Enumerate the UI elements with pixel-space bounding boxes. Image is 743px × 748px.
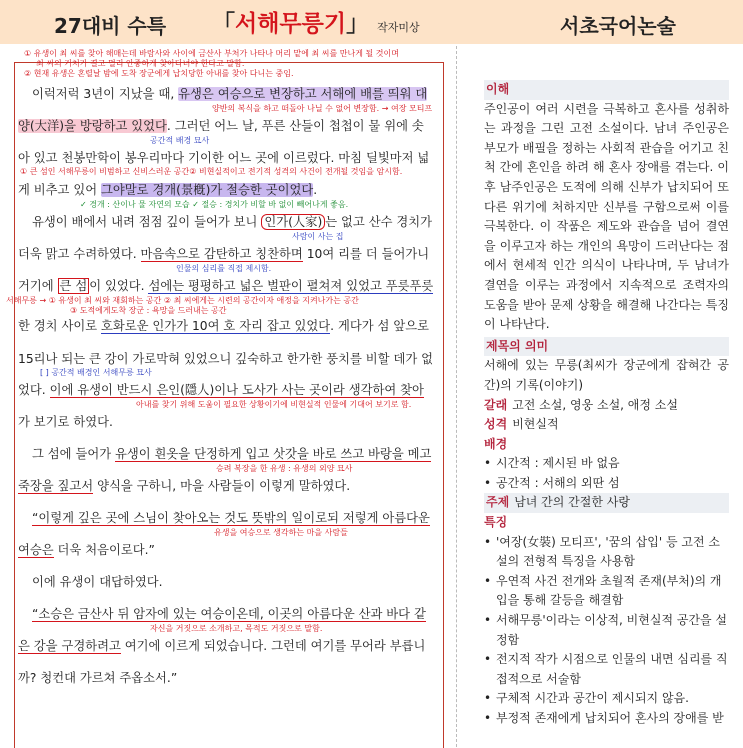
list-item: • 공간적 : 서해의 외딴 섬: [484, 474, 729, 494]
passage-line: 이에 유생이 대답하였다.: [32, 575, 163, 589]
annotation: 공간적 배경 묘사: [150, 136, 210, 145]
passage-line: 15리나 되는 큰 강이 가로막혀 있었으니 깊숙하고 한가한 풍치를 비할 데가 없: [18, 352, 434, 366]
feature-heading: 특징: [484, 515, 508, 530]
list-item: • 전지적 작가 시점으로 인물의 내면 심리를 직접적으로 서술함: [484, 650, 729, 689]
passage-line: 었다. 이에 유생이 반드시 은인(隱人)이나 도사가 사는 곳이라 생각하여 찾아: [18, 383, 424, 397]
annotation: [ ] 공간적 배경인 서해무릉 묘사: [40, 368, 152, 377]
passage-line: 유생이 배에서 내려 점점 깊이 들어가 보니 인가(人家) 는 없고 산수 경치가: [32, 215, 433, 229]
feature-list: [484, 533, 729, 729]
passage-column: [0, 46, 456, 747]
passage-line: 여승은 더욱 처음이로다.”: [18, 543, 155, 557]
list-item: • 시간적 : 제시된 바 없음: [484, 454, 729, 474]
background-list: [484, 454, 729, 493]
annotation: ③ 도적에게도착 장군 : 욕망을 드러내는 공간: [70, 306, 227, 315]
passage-line: “이렇게 깊은 곳에 스님이 찾아오는 것도 뜻밖의 일이로되 저렇게 아름다운: [32, 511, 430, 525]
list-item: • 서해무릉'이라는 이상적, 비현실적 공간을 설정함: [484, 611, 729, 650]
passage-line: 아 있고 천봉만학이 봉우리마다 기이한 어느 곳에 이르렀다. 마침 딜빛마저 넓: [18, 151, 430, 165]
annotation: 사람이 사는 집: [292, 232, 344, 241]
list-item: • 우연적 사건 전개와 초월적 존재(부처)의 개입을 통해 갈등을 해결함: [484, 572, 729, 611]
annotation: ① 큰 섬인 서해무릉이 비범하고 신비스러운 공간② 비현실적이고 전기적 성격의 사건이 전개될 것임을 암시함.: [20, 167, 403, 176]
annotation: ② 현재 유생은 혼렬날 밤에 도착 장군에게 납치당한 아내를 찾아 다니는 중임.: [24, 69, 294, 78]
passage-line: 한 경치 사이로 호화로운 인가가 10여 호 자리 잡고 있었다. 게다가 섬 앞으로: [18, 319, 429, 333]
genre-row: 갈래 고전 소설, 영웅 소설, 애정 소설: [484, 397, 678, 412]
passage-line: 죽장을 짚고서 양식을 구하니, 마을 사람들이 이렇게 말하였다.: [18, 479, 351, 493]
title-meaning-text: 서해에 있는 무릉(최씨가 장군에게 잡혀간 공간)의 기록(이야기): [484, 358, 729, 392]
annotation: 인물의 심리를 직접 제시함.: [176, 264, 272, 273]
list-item: • '여장(女裝) 모티프', '꿈의 삽입' 등 고전 소설의 전형적 특징을 사용함: [484, 533, 729, 572]
passage-line: “소승은 금산사 뒤 암자에 있는 여승이온데, 이곳의 아름다운 산과 바다 같: [32, 607, 426, 621]
annotation: 자신을 거짓으로 소개하고, 목적도 거짓으로 말함.: [150, 624, 323, 633]
column-divider: [456, 46, 457, 747]
work-title-text: 서해무릉기: [235, 11, 347, 37]
annotation: 승려 복장을 한 유생 : 유생의 외양 묘사: [216, 464, 353, 473]
header-bar: [0, 0, 743, 44]
passage-line: 그 섬에 들어가 유생이 흰옷을 단정하게 입고 삿갓을 바로 쓰고 바랑을 메고: [32, 447, 432, 461]
passage-line: 은 강을 구경하려고 여기에 이르게 되었습니다. 그런데 여기를 무어라 부릅니: [18, 639, 426, 653]
passage-line: 양(大洋)을 방랑하고 있었다. 그러던 어느 날, 푸른 산들이 첩첩이 물 위에 솟: [18, 119, 424, 133]
ihae-text: 주인공이 여러 시련을 극복하고 혼사를 성취하는 과정을 그린 고전 소설이다. 남녀 주인공은 부모가 배필을 정하는 사회적 관습을 어기고 친척 간에 혼인을 하려 해 혼사 장애를 겪는다. 이후 남주인공은 도적에 의해 신부가 납치되어 또 다른 위기에 처하지만 신부를 구함으로써 이를 극복한다. 이 작품은 제도와 관습을 넘어 결연을 이루고자 하는 개인의 욕망이 드러난다는 점에서 현세적 인간 의식이 나타나며, 두 남녀가 결연을 이루는 과정에서 지속적으로 조력자의 도움을 받아 문제 상황을 해결해 나간다는 특징이 나타난다.: [484, 101, 729, 332]
academy-label: 서초국어논술: [560, 14, 676, 38]
annotation: ① 유생이 최 씨를 찾아 해매는데 바람사와 사이에 금산사 부처가 나타나 머리 맡에 최 씨를 만나게 될 것이며: [24, 49, 399, 58]
author-label: 작자미상: [377, 21, 420, 34]
book-label: 27대비 수특: [54, 14, 167, 38]
list-item: • 부정적 존재에게 납치되어 혼사의 장애를 받: [484, 709, 729, 729]
passage-line: 까? 청컨대 가르쳐 주옵소서.”: [18, 671, 178, 685]
passage-line: 게 비추고 있어 그야말로 경개(景槪)가 절승한 곳이었다.: [18, 183, 318, 197]
passage-line: 이럭저럭 3년이 지났을 때, 유생은 여승으로 변장하고 서해에 배를 띄워 대: [32, 87, 428, 101]
theme-row: 주제 남녀 간의 간절한 사랑: [484, 493, 729, 513]
nature-row: 성격 비현실적: [484, 417, 559, 432]
annotation: ✓ 경개 : 산이나 물 자연의 모습 ✓ 절승 : 경치가 비할 바 없이 빼어나게 좋음.: [80, 200, 349, 209]
background-heading: 배경: [484, 436, 508, 451]
passage-line: 가 보기로 하였다.: [18, 415, 113, 429]
annotation: 최 씨의 거처가 결고 멀리 안중하게 찾아다녀야 한다고 말함.: [36, 59, 245, 68]
annotation: 아내를 찾기 위해 도움이 필요한 상황이기에 비현실적 인물에 기대어 보기로 함.: [136, 400, 412, 409]
annotation: 유생을 여승으로 생각하는 마을 사람들: [214, 528, 348, 537]
work-title: 「서해무릉기」 작자미상: [212, 11, 420, 37]
section-heading-title: 제목의 의미: [484, 337, 729, 357]
section-heading-ihae: 이해: [484, 80, 729, 100]
analysis-column: [484, 78, 729, 729]
annotation: 서해무릉 → ① 유생이 최 씨와 재회하는 공간 ② 최 씨에게는 시련의 공간이자 애정을 지켜나가는 공간: [6, 296, 359, 305]
passage-line: 더욱 맑고 수려하였다. 마음속으로 감탄하고 칭찬하며 10여 리를 더 들어가니: [18, 247, 430, 261]
list-item: • 구체적 시간과 공간이 제시되지 않음.: [484, 689, 729, 709]
passage-line: 거기에 큰 섬 이 있었다. 섬에는 평평하고 넓은 벌판이 펼쳐져 있었고 푸릇푸릇: [18, 279, 434, 293]
annotation: 양반의 복식을 하고 떠돌아 나닐 수 없어 변장함. → 여장 모티프: [212, 104, 433, 113]
